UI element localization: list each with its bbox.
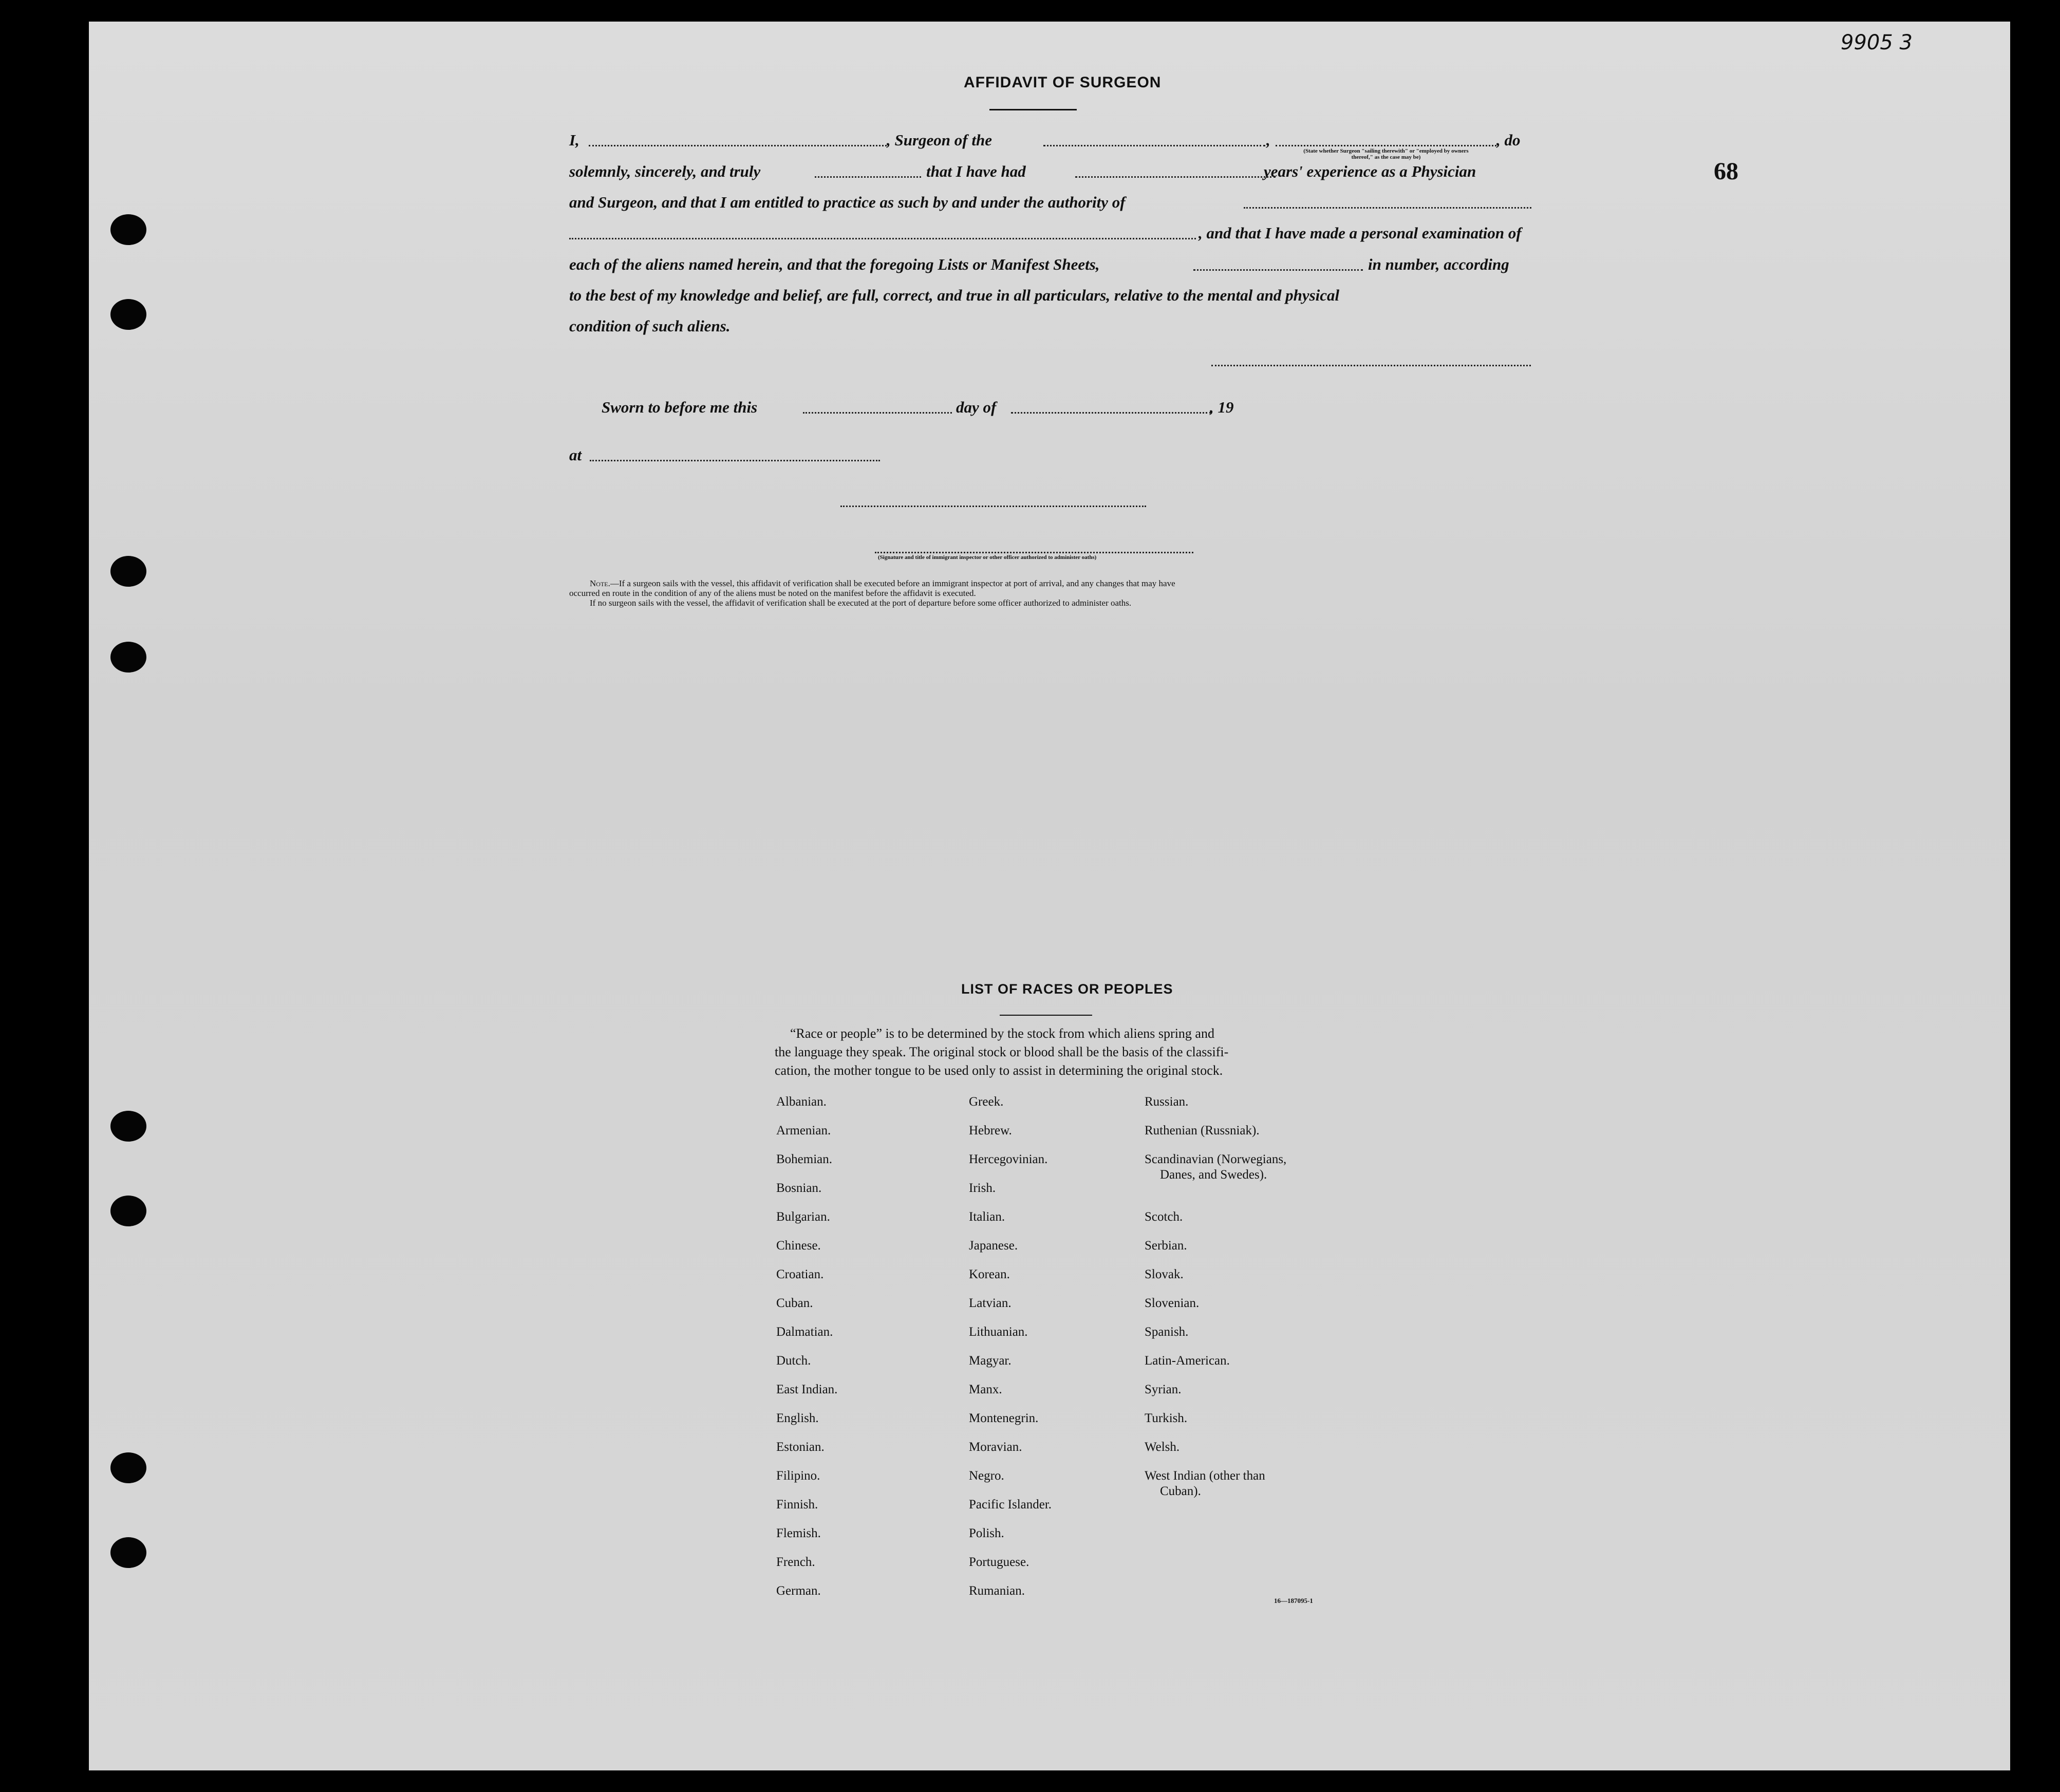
affidavit-line1-a: I, [569, 131, 579, 149]
race-item: Korean. [969, 1267, 1010, 1281]
blank-sworn-month [1011, 412, 1211, 414]
race-item: Russian. [1145, 1095, 1189, 1109]
races-title-underline [1000, 1015, 1092, 1016]
races-intro [775, 1024, 1228, 1080]
race-item: Dutch. [776, 1354, 811, 1368]
punch-hole [110, 214, 146, 245]
blank-authority [1244, 207, 1531, 209]
race-item: West Indian (other than [1145, 1469, 1265, 1483]
affidavit-title: AFFIDAVIT OF SURGEON [964, 74, 1162, 91]
punch-hole [110, 642, 146, 673]
race-item: Turkish. [1145, 1411, 1188, 1425]
surgeon-signature-line [1211, 365, 1531, 366]
form-number: 16—187095-1 [1274, 1597, 1313, 1604]
race-item: Danes, and Swedes). [1160, 1168, 1267, 1182]
race-item: French. [776, 1555, 815, 1569]
race-item: Moravian. [969, 1440, 1022, 1454]
affidavit-note [569, 578, 1175, 608]
affidavit-line6: to the best of my knowledge and belief, are full, correct, and true in all particulars, relative to the mental and physical [569, 286, 1340, 304]
race-item: Armenian. [776, 1124, 831, 1137]
punch-hole [110, 1537, 146, 1568]
race-item: Latvian. [969, 1296, 1012, 1310]
races-intro-line: “Race or people” is to be determined by the stock from which aliens spring and [790, 1026, 1214, 1041]
race-item: Finnish. [776, 1498, 818, 1511]
note-paragraph-1-continued: occurred en route in the condition of any of the aliens must be noted on the manifest before the affidavit is executed. [569, 588, 976, 598]
race-item: Manx. [969, 1383, 1002, 1396]
affidavit-line2-c: years' experience as a Physician [1264, 162, 1476, 180]
title-underline [989, 109, 1077, 110]
race-item: Bohemian. [776, 1152, 833, 1166]
race-item: Pacific Islander. [969, 1498, 1052, 1511]
officer-title-line [875, 552, 1193, 553]
blank-surgeon-name [589, 145, 887, 146]
sworn-c: , 19 [1210, 398, 1234, 416]
race-item: English. [776, 1411, 819, 1425]
officer-signature-line [840, 506, 1146, 507]
race-item: Flemish. [776, 1526, 821, 1540]
race-item: Bosnian. [776, 1181, 822, 1195]
affidavit-line1-d: , do [1496, 131, 1521, 149]
race-item: Ruthenian (Russniak). [1145, 1124, 1260, 1137]
punch-hole [110, 1111, 146, 1142]
document-sheet [89, 22, 2010, 1770]
race-item: Serbian. [1145, 1239, 1187, 1253]
race-item: Albanian. [776, 1095, 827, 1109]
race-item: Slovenian. [1145, 1296, 1200, 1310]
race-item: Irish. [969, 1181, 996, 1195]
race-item: Greek. [969, 1095, 1004, 1109]
note-paragraph-1: —If a surgeon sails with the vessel, this affidavit of verification shall be executed before an immigrant inspector at port of arrival, and any changes that may have [610, 578, 1175, 588]
corner-number: 9905 3 [1841, 31, 1913, 54]
affidavit-line5-b: in number, according [1368, 255, 1509, 273]
race-item: Cuban. [776, 1296, 813, 1310]
affidavit-line3: and Surgeon, and that I am entitled to practice as such by and under the authority of [569, 193, 1126, 211]
race-item: Japanese. [969, 1239, 1018, 1253]
blank-authority-cont [569, 238, 1196, 239]
affidavit-line1-c: , [1266, 131, 1270, 149]
punch-hole [110, 299, 146, 330]
race-item: Bulgarian. [776, 1210, 830, 1224]
affidavit-line2-b: that I have had [926, 162, 1026, 180]
blank-oath [815, 176, 921, 178]
race-item: Filipino. [776, 1469, 820, 1483]
affidavit-line4: , and that I have made a personal examination of [1198, 224, 1522, 242]
race-item: Hercegovinian. [969, 1152, 1048, 1166]
affidavit-parenthetical: (State whether Surgeon "sailing therewith" or "employed by owners thereof," as the case may be) [1303, 148, 1469, 160]
race-item: German. [776, 1584, 821, 1598]
note-paragraph-2: If no surgeon sails with the vessel, the affidavit of verification shall be executed at the port of departure before some officer authorized to administer oaths. [590, 598, 1132, 608]
blank-vessel [1043, 145, 1265, 146]
race-item: Cuban). [1160, 1484, 1201, 1498]
affidavit-line2-a: solemnly, sincerely, and truly [569, 162, 761, 180]
signature-caption: (Signature and title of immigrant inspector or other officer authorized to administer oaths) [878, 554, 1097, 561]
page-number: 68 [1714, 158, 1738, 185]
blank-at-place [590, 460, 880, 461]
race-item: Lithuanian. [969, 1325, 1028, 1339]
race-item: Scotch. [1145, 1210, 1183, 1224]
blank-sheet-count [1193, 269, 1363, 271]
race-item: Latin-American. [1145, 1354, 1230, 1368]
race-item: Estonian. [776, 1440, 825, 1454]
punch-hole [110, 1452, 146, 1483]
sworn-b: day of [956, 398, 997, 416]
race-item: Syrian. [1145, 1383, 1182, 1396]
race-item: Montenegrin. [969, 1411, 1039, 1425]
sworn-a: Sworn to before me this [602, 398, 758, 416]
race-item: Scandinavian (Norwegians, [1145, 1152, 1287, 1166]
blank-sworn-day [803, 412, 952, 414]
at-label: at [569, 446, 582, 464]
race-item: Polish. [969, 1526, 1004, 1540]
races-intro-line: the language they speak. The original stock or blood shall be the basis of the classifi- [775, 1044, 1229, 1059]
race-item: Negro. [969, 1469, 1004, 1483]
blank-status [1276, 145, 1496, 146]
race-item: Italian. [969, 1210, 1005, 1224]
races-title: LIST OF RACES OR PEOPLES [961, 981, 1173, 997]
race-item: Rumanian. [969, 1584, 1025, 1598]
affidavit-line5-a: each of the aliens named herein, and that the foregoing Lists or Manifest Sheets, [569, 255, 1100, 273]
note-label: Note. [590, 578, 610, 588]
race-item: Magyar. [969, 1354, 1012, 1368]
blank-years [1075, 176, 1276, 178]
race-item: Welsh. [1145, 1440, 1180, 1454]
affidavit-line7: condition of such aliens. [569, 317, 731, 335]
race-item: Portuguese. [969, 1555, 1029, 1569]
race-item: Chinese. [776, 1239, 821, 1253]
punch-hole [110, 1196, 146, 1226]
race-item: Dalmatian. [776, 1325, 833, 1339]
races-intro-line: cation, the mother tongue to be used only to assist in determining the original stock. [775, 1063, 1223, 1078]
race-item: East Indian. [776, 1383, 838, 1396]
punch-hole [110, 556, 146, 587]
race-item: Hebrew. [969, 1124, 1012, 1137]
race-item: Spanish. [1145, 1325, 1189, 1339]
affidavit-line1-b: , Surgeon of the [887, 131, 992, 149]
race-item: Croatian. [776, 1267, 824, 1281]
race-item: Slovak. [1145, 1267, 1184, 1281]
